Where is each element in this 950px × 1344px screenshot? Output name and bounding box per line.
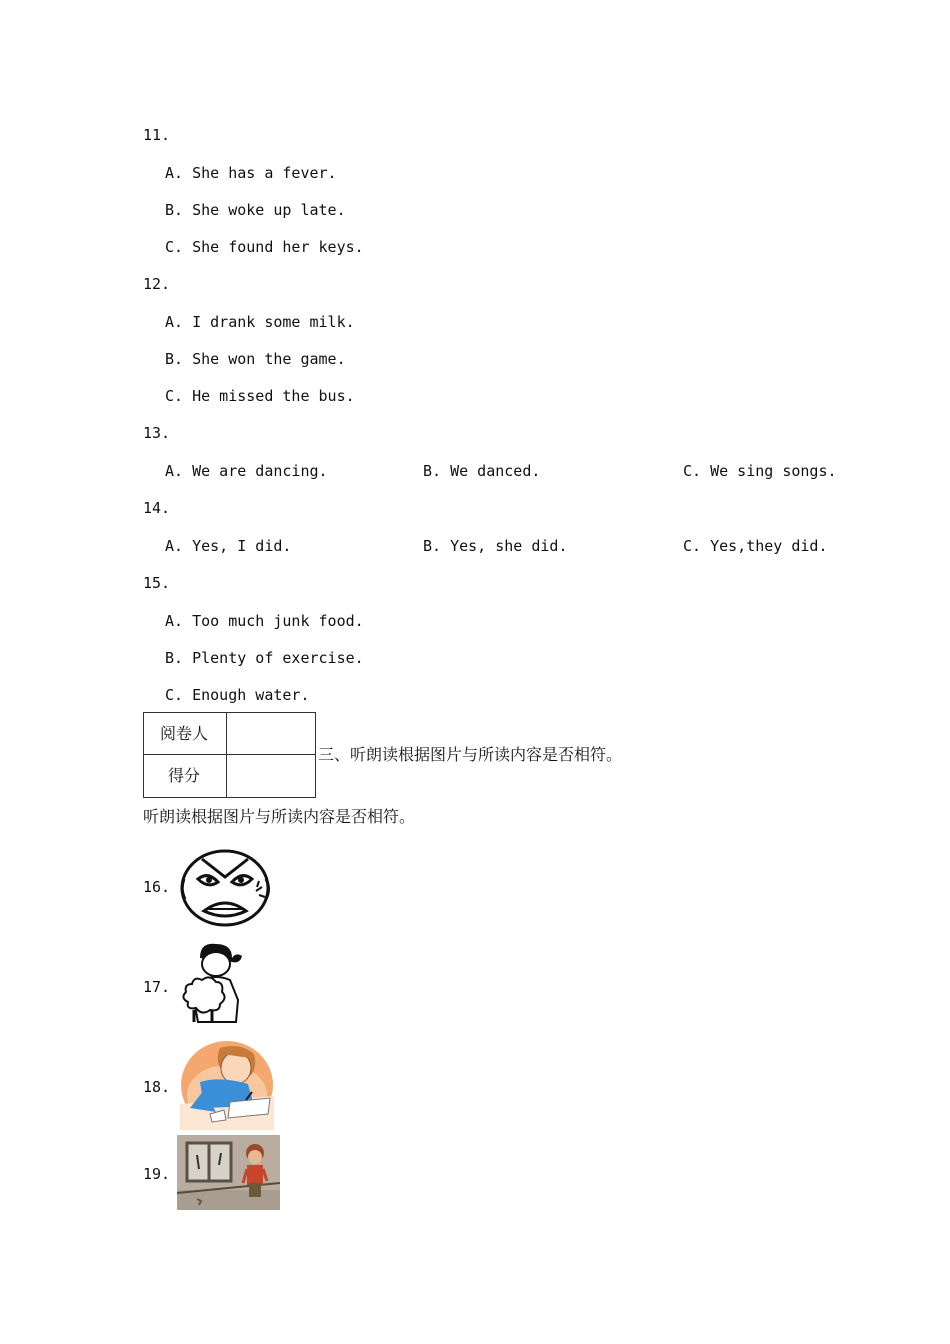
option-c: C. Enough water. [165,686,310,704]
score-label-cell [144,755,227,797]
option-a: A. Too much junk food. [165,612,364,630]
option-a: A. We are dancing. [165,462,328,480]
option-b: B. We danced. [423,462,541,480]
boy-by-window-icon [177,1135,280,1210]
angry-face-icon [178,849,274,929]
option-b: B. She woke up late. [165,201,346,219]
option-b: B. Plenty of exercise. [165,649,364,667]
score-table [143,712,316,798]
option-a: A. Yes, I did. [165,537,292,555]
section-heading: 三、听朗读根据图片与所读内容是否相符。 [318,745,623,764]
question-number: 14. [143,499,171,517]
score-value-cell[interactable] [227,755,315,797]
option-a: A. She has a fever. [165,164,337,182]
reviewer-label: 阅卷人 [160,724,209,743]
option-c: C. He missed the bus. [165,387,355,405]
option-b: B. She won the game. [165,350,346,368]
option-a: A. I drank some milk. [165,313,355,331]
question-number: 13. [143,424,171,442]
question-number: 18. [143,1078,171,1096]
girl-holding-sheep-icon [180,940,244,1024]
option-b: B. Yes, she did. [423,537,568,555]
reviewer-value-cell[interactable] [227,713,315,755]
question-number: 17. [143,978,171,996]
question-number: 12. [143,275,171,293]
boy-writing-letter-icon [180,1040,274,1130]
option-c: C. She found her keys. [165,238,364,256]
section-instruction: 听朗读根据图片与所读内容是否相符。 [143,807,416,826]
question-number: 16. [143,878,171,896]
question-number: 15. [143,574,171,592]
question-number: 11. [143,126,171,144]
question-number: 19. [143,1165,171,1183]
reviewer-label-cell [144,713,227,755]
option-c: C. We sing songs. [683,462,837,480]
score-label: 得分 [168,766,201,785]
option-c: C. Yes,they did. [683,537,828,555]
